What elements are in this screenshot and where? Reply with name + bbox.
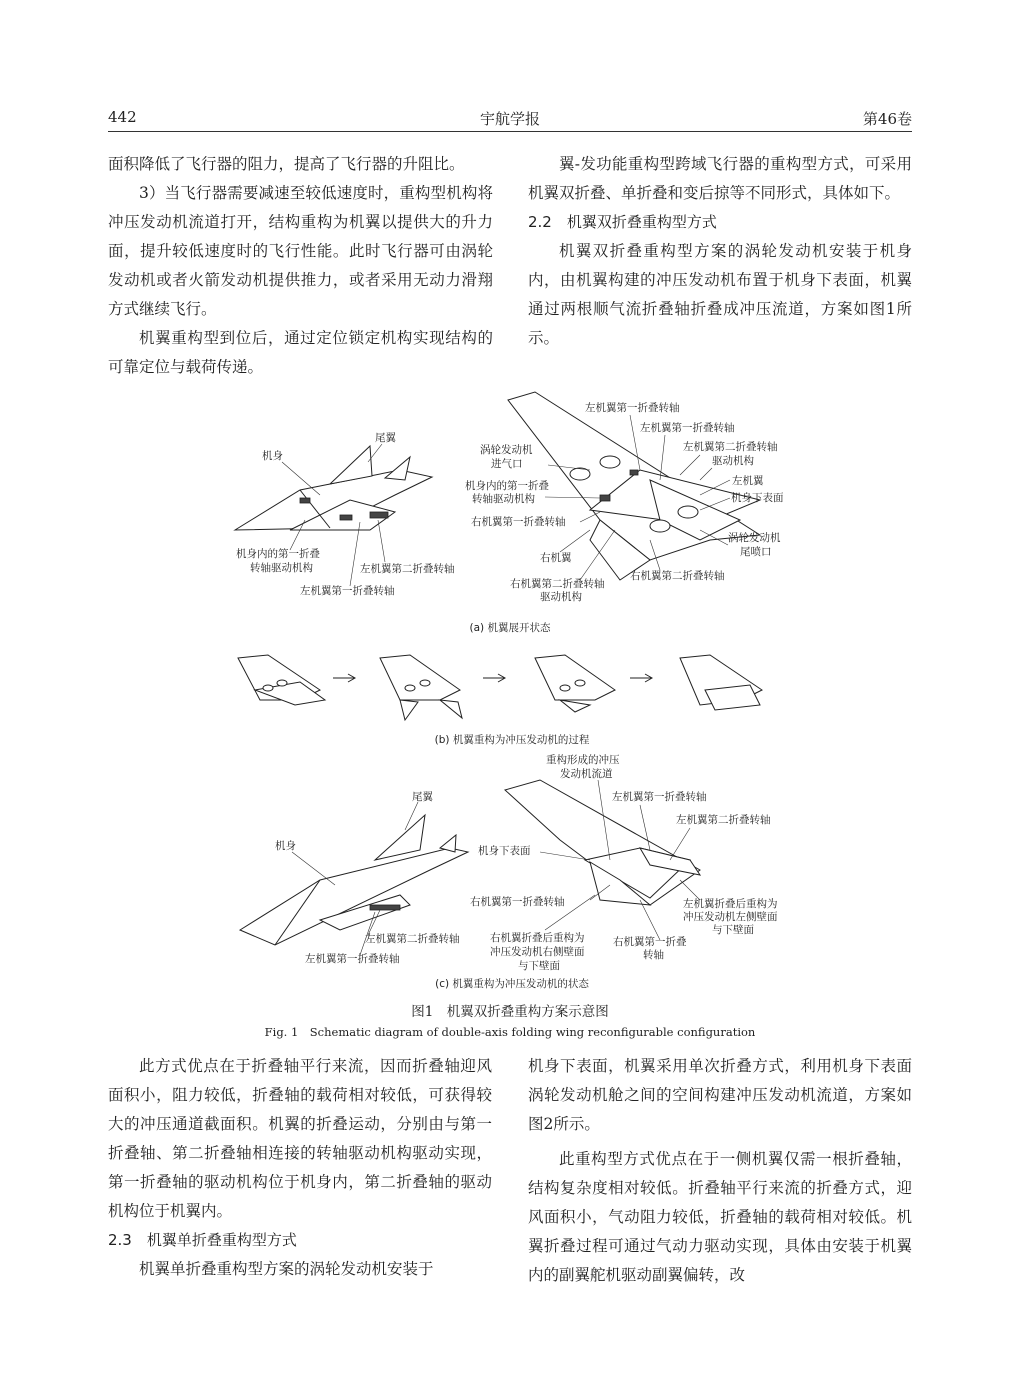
paragraph: 机翼单折叠重构型方案的涡轮发动机安装于 [139,1260,434,1278]
label: 左机翼第一折叠转轴 [640,422,735,434]
paragraph: 3）当飞行器需要减速至较低速度时，重构型机构将冲压发动机流道打开，结构重构为机翼以提供大的升力面，提升较低速度时的飞行性能。此时飞行器可由涡轮发动机或者火箭发动机提供推力，或者采用无动力滑翔方式继续飞行。 [108,184,493,318]
label: 右机翼第一折叠 [613,936,687,948]
b-step-1 [238,655,325,705]
label: 左机翼第二折叠转轴 [676,814,771,826]
caption-a: (a) 机翼展开状态 [469,622,551,634]
label: 右机翼第二折叠转轴 [510,578,605,590]
label: 与下壁面 [518,960,560,972]
label: 驱动机构 [712,455,754,467]
aircraft-b-sequence [238,655,762,720]
label: 尾翼 [412,791,433,803]
journal-name: 宇航学报 [479,110,540,128]
label: 冲压发动机左侧壁面 [683,911,778,923]
b-step-3 [535,655,615,712]
label: 左机翼折叠后重构为 [683,898,778,910]
b-step-2 [380,655,462,720]
label: 左机翼第二折叠转轴 [683,441,778,453]
label: 右机翼第一折叠转轴 [471,516,566,528]
section-heading: 2.3 机翼单折叠重构型方式 [108,1231,297,1249]
figure-title-cn: 图1 机翼双折叠重构方案示意图 [411,1004,609,1020]
label: 机身下表面 [478,845,531,857]
paragraph: 机翼重构型到位后，通过定位锁定机构实现结构的可靠定位与载荷传递。 [108,329,493,376]
label: 转轴 [643,949,664,961]
label: 左机翼第一折叠转轴 [300,585,395,597]
section-heading: 2.2 机翼双折叠重构型方式 [528,213,717,231]
label: 右机翼 [540,552,572,564]
paragraph: 此重构型方式优点在于一侧机翼仅需一根折叠轴，结构复杂度相对较低。折叠轴平行来流的折叠方式，迎风面积小，气动阻力较低，折叠轴的载荷相对较低。机翼折叠过程可通过气动力驱动实现，具体由安装于机翼内的副翼舵机驱动副翼偏转，改 [528,1150,912,1284]
paragraph: 机身下表面，机翼采用单次折叠方式，利用机身下表面涡轮发动机舱之间的空间构建冲压发动机流道，方案如图2所示。 [528,1057,912,1133]
label: 机身下表面 [731,492,784,504]
paragraph: 此方式优点在于折叠轴平行来流，因而折叠轴迎风面积小，阻力较低，折叠轴的载荷相对较低，可获得较大的冲压通道截面积。机翼的折叠运动，分别由与第一折叠轴、第二折叠轴相连接的转轴驱动机构驱动实现，第一折叠轴的驱动机构位于机身内，第二折叠轴的驱动机构位于机翼内。 [108,1057,492,1220]
aircraft-c-left [240,815,468,945]
paragraph: 面积降低了飞行器的阻力，提高了飞行器的升阻比。 [108,155,465,173]
top-right-column [528,150,912,353]
page-number: 442 [108,108,137,126]
top-left-column [108,150,493,382]
label: 涡轮发动机 [480,444,533,456]
label: 驱动机构 [540,591,582,603]
bottom-right-column [528,1052,912,1290]
figure-1 [0,385,1020,1045]
label: 与下壁面 [712,924,754,936]
bottom-left-column [108,1052,492,1284]
label: 左机翼第二折叠转轴 [360,563,455,575]
label: 机身 [262,450,283,462]
label: 右机翼折叠后重构为 [490,932,585,944]
label: 进气口 [491,458,523,470]
paragraph: 翼-发功能重构型跨域飞行器的重构型方式，可采用机翼双折叠、单折叠和变后掠等不同形式，具体如下。 [528,155,912,202]
b-step-4 [680,655,762,710]
header-rule [108,131,912,132]
label: 涡轮发动机 [728,532,781,544]
label: 尾喷口 [740,546,772,558]
label: 右机翼第二折叠转轴 [630,570,725,582]
label: 冲压发动机右侧壁面 [490,946,585,958]
paragraph: 机翼双折叠重构型方案的涡轮发动机安装于机身内，由机翼构建的冲压发动机布置于机身下表面，机翼通过两根顺气流折叠轴折叠成冲压流道，方案如图1所示。 [528,242,912,347]
label: 左机翼第一折叠转轴 [585,402,680,414]
label: 重构形成的冲压 [546,754,620,766]
label: 机身内的第一折叠 [465,480,549,492]
label: 左机翼第一折叠转轴 [612,791,707,803]
label: 左机翼第二折叠转轴 [365,933,460,945]
label: 左机翼 [732,475,764,487]
label: 右机翼第一折叠转轴 [470,896,565,908]
caption-b: (b) 机翼重构为冲压发动机的过程 [434,734,590,746]
label: 尾翼 [375,432,396,444]
label: 机身 [275,840,296,852]
label: 机身内的第一折叠 [236,548,320,560]
label: 转轴驱动机构 [472,493,535,505]
label: 发动机流道 [560,768,613,780]
label: 转轴驱动机构 [250,562,313,574]
label: 左机翼第一折叠转轴 [305,953,400,965]
caption-c: (c) 机翼重构为冲压发动机的状态 [435,978,589,990]
volume-label: 第46卷 [862,110,912,128]
figure-title-en: Fig. 1 Schematic diagram of double-axis folding wing reconfigurable configuration [264,1025,756,1039]
